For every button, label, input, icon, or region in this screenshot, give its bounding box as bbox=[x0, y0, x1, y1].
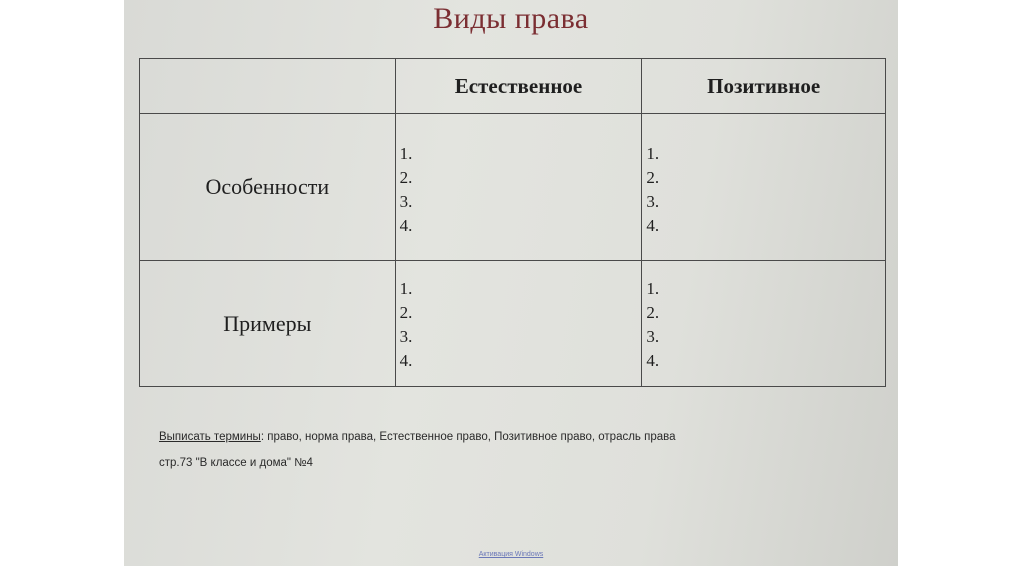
table-header-row bbox=[140, 59, 886, 114]
cell-examples-natural bbox=[395, 261, 642, 387]
header-positive: Позитивное bbox=[642, 59, 886, 114]
note-terms: право, норма права, Естественное право, Позитивное право, отрасль права bbox=[264, 431, 676, 443]
list-item: 3. bbox=[399, 327, 413, 346]
header-natural: Естественное bbox=[395, 59, 642, 114]
table-row-features bbox=[140, 114, 886, 261]
cell-features-natural bbox=[395, 114, 642, 261]
cell-examples-positive bbox=[642, 261, 886, 387]
list-item: 2. bbox=[399, 168, 413, 187]
row-label-examples: Примеры bbox=[140, 261, 396, 387]
law-types-table bbox=[139, 58, 886, 387]
list-item: 4. bbox=[646, 351, 660, 370]
list-item: 3. bbox=[646, 192, 660, 211]
row-label-features: Особенности bbox=[140, 114, 396, 261]
list-item: 3. bbox=[646, 327, 660, 346]
list-item: 1. bbox=[646, 144, 660, 163]
note-colon: : bbox=[260, 431, 265, 443]
list-item: 2. bbox=[399, 303, 413, 322]
list-item: 3. bbox=[399, 192, 413, 211]
assignment-note bbox=[159, 428, 676, 472]
list-item: 4. bbox=[399, 216, 413, 235]
list-item: 1. bbox=[399, 279, 413, 298]
slide-title: Виды права bbox=[433, 2, 589, 35]
list-item: 4. bbox=[399, 351, 413, 370]
list-item: 2. bbox=[646, 303, 660, 322]
list-item: 4. bbox=[646, 216, 660, 235]
slide-photo bbox=[124, 0, 898, 566]
list-item: 2. bbox=[646, 168, 660, 187]
cell-features-positive bbox=[642, 114, 886, 261]
list-item: 1. bbox=[399, 144, 413, 163]
windows-activation-link[interactable]: Активация Windows bbox=[478, 551, 544, 558]
list-item: 1. bbox=[646, 279, 660, 298]
note-line-page: стр.73 "В классе и дома" №4 bbox=[159, 457, 313, 469]
table-row-examples bbox=[140, 261, 886, 387]
note-lead: Выписать термины bbox=[159, 431, 261, 443]
note-line-terms bbox=[159, 428, 676, 446]
header-corner bbox=[140, 59, 396, 114]
